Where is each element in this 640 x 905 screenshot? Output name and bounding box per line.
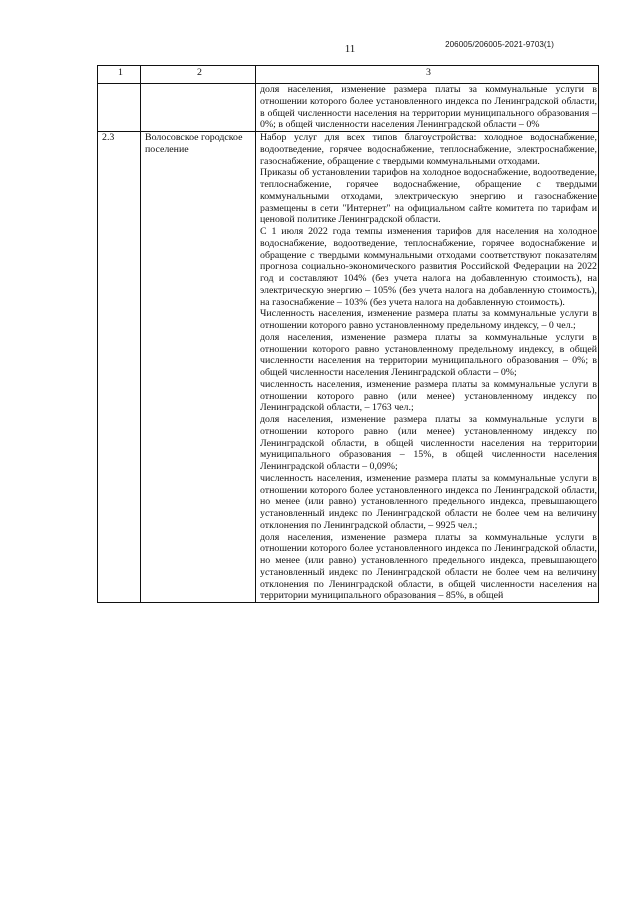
document-code: 206005/206005-2021-9703(1) [445,40,554,49]
paragraph-service-set: Набор услуг для всех типов благоустройства: холодное водоснабжение, водоотведение, горячее водоснабжение, теплоснабжение, электроснабжение, газоснабжение, обращение с твердыми коммунальными отходами. [260,132,597,167]
paragraph-tariff-growth: С 1 июля 2022 года темпы изменения тарифов для населения на холодное водоснабжение, водоотведение, теплоснабжение, горячее водоснабжение и обращение с твердыми коммунальными отходами соответствуют показателям прогноза социально-экономического развития Российской Федерации на 2022 год и составляют 104% (без учета налога на добавленную стоимость), на электрическую энергию – 105% (без учета налога на добавленную стоимость), на газоснабжение – 103% (без учета налога на добавленную стоимость). [260,226,597,308]
header-cell-1: 1 [98,66,141,84]
tariff-table [97,65,599,603]
row-description [256,132,599,603]
table-header-row [98,66,599,84]
paragraph-share-above-index: доля населения, изменение размера платы за коммунальные услуги в отношении которого более установленного индекса по Ленинградской области, но менее (или равно) установленного предельного индекса, превышающего установленный индекс по Ленинградской области не более чем на величину отклонения по Ленинградской области, в общей численности населения на территории муниципального образования – 85%, в общей [260,531,597,602]
header-cell-2: 2 [141,66,256,84]
paragraph-population-below-index: численность населения, изменение размера платы за коммунальные услуги в отношении которого равно (или менее) установленному индексу по Ленинградской области, – 1763 чел.; [260,378,597,414]
page-number: 11 [344,43,356,55]
continuation-name-cell [141,84,256,132]
paragraph-population-above-index: численность населения, изменение размера платы за коммунальные услуги в отношении которого более установленного индекса по Ленинградской области, но менее (или равно) установленного предельного индекса, превышающего установленный индекс по Ленинградской области не более чем на величину отклонения по Ленинградской области, – 9925 чел.; [260,472,597,531]
paragraph-share-below-index: доля населения, изменение размера платы за коммунальные услуги в отношении которого равно (или менее) установленному индексу по Ленинградской области, в общей численности населения на территории муниципального образования – 15%, в общей численности населения Ленинградской области – 0,09%; [260,414,597,472]
paragraph-population-equal-limit: Численность населения, изменение размера платы за коммунальные услуги в отношении которого равно установленному предельному индексу, – 0 чел.; [260,308,597,331]
continuation-text: доля населения, изменение размера платы за коммунальные услуги в отношении которого более установленного индекса по Ленинградской области, в общей численности населения на территории муниципального образования – 0%; в общей численности населения Ленинградской области – 0% [256,84,599,132]
table-row [98,132,599,603]
table-row-continuation [98,84,599,132]
header-cell-3: 3 [256,66,599,84]
continuation-number-cell [98,84,141,132]
settlement-name: Волосовское городское поселение [141,132,256,603]
paragraph-tariff-orders: Приказы об установлении тарифов на холодное водоснабжение, водоотведение, теплоснабжение, горячее водоснабжение, обращение с твердыми коммунальными отходами, электрическую энергию и газоснабжение размещены в сети "Интернет" на официальном сайте комитета по тарифам и ценовой политике Ленинградской области. [260,167,597,226]
paragraph-share-equal-limit: доля населения, изменение размера платы за коммунальные услуги в отношении которого равно установленному предельному индексу, в общей численности населения на территории муниципального образования – 0%; в общей численности населения Ленинградской области – 0%; [260,331,597,378]
row-number: 2.3 [98,132,141,603]
